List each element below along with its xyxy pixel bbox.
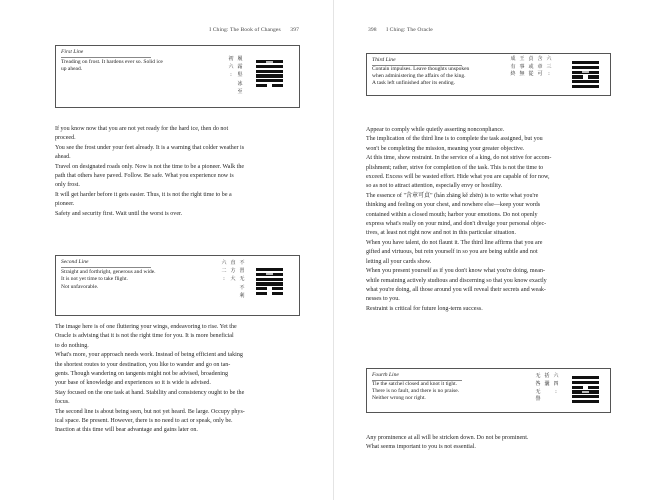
chinese-char: 無 [519, 71, 525, 78]
text-line: Safety and security first. Wait until the worst is over. [55, 210, 183, 217]
hexagram-line [572, 80, 599, 83]
chinese-char [230, 284, 236, 292]
chinese-column [519, 56, 525, 79]
hexagram-line [256, 278, 283, 281]
chinese-char: 章 [537, 63, 543, 70]
chinese-char [544, 389, 550, 397]
text-line: letting all your cards show. [366, 258, 432, 265]
text-line: focus. [55, 399, 70, 406]
chinese-char: 不 [239, 284, 245, 291]
chinese-char: 利 [239, 292, 245, 299]
chinese-char: 直 [230, 260, 236, 266]
chinese-char: 不 [239, 260, 245, 266]
text-line: gifted and virtuous, but rein yourself in so you are being subtle and not [366, 249, 538, 256]
hexagram-line [256, 287, 283, 290]
chinese-column [510, 56, 516, 79]
chinese-char: 二 [221, 268, 227, 275]
left-page [0, 0, 333, 500]
chinese-char: 譽 [535, 396, 541, 403]
hexagram-line [256, 292, 283, 295]
hexagram-line [572, 381, 599, 384]
text-line: When you have talent, do not flaunt it. The third line affirms that you are [366, 239, 543, 246]
text-line: Any prominence at all will be stricken down. Do not be prominent. [366, 435, 529, 441]
box-title: Second Line [61, 259, 89, 265]
chinese-char: 有 [510, 63, 516, 70]
hexagram-line [572, 390, 599, 393]
text-line: Stay focused on the one task at hand. Stability and consistency ought to be the [55, 389, 245, 396]
box-text-line: Not unfavorable. [61, 283, 99, 290]
text-line: tives, at least not right now and not in this particular situation. [366, 230, 516, 237]
chinese-char: 至 [237, 88, 243, 95]
text-line: ical space. Be present. However, there is no need to act or speak, only be. [55, 418, 233, 425]
moving-line-marker [582, 391, 589, 393]
text-line: to do nothing. [55, 342, 89, 349]
hexagram-line [572, 376, 599, 379]
chinese-column [553, 373, 559, 404]
text-line: nesses to you. [366, 296, 400, 303]
chinese-column [237, 55, 243, 96]
chinese-char: : [548, 71, 550, 78]
hexagram-icon [572, 61, 599, 90]
box-text-line: Straight and forthright, generous and wide. [61, 269, 156, 275]
chinese-char: 四 [553, 380, 559, 387]
chinese-column [239, 259, 245, 300]
text-line: The essence of "含章可貞" (hán zhāng kě zhēn) is to write what you're [366, 192, 539, 199]
text-line: Travel on designated roads only. Now is not the time to be a pioneer. Walk the [55, 163, 245, 170]
text-line: Appear to comply while quietly asserting nonconpliance. [366, 127, 505, 133]
hexagram-line [256, 65, 283, 68]
hexagram-line [256, 268, 283, 271]
box-text-line: Contain impulses. Leave thoughts unspoken [372, 66, 470, 72]
text-line: ahead. [55, 154, 71, 161]
hexagram-line [572, 85, 599, 88]
text-line: At this time, show restraint. In the service of a king, do not strive for accom- [366, 155, 552, 162]
chinese-char: 三 [546, 63, 552, 70]
chinese-char: 囊 [544, 380, 550, 387]
hexagram-line [256, 79, 283, 82]
first-line-commentary [55, 125, 244, 219]
right-page [334, 0, 667, 500]
chinese-char: 成 [510, 56, 516, 62]
box-text-line: It is not yet time to take flight. [61, 276, 128, 283]
text-line: The image here is of one fluttering your wings, endeavoring to rise. Yet the [55, 324, 237, 330]
chinese-char: 從 [528, 71, 534, 78]
chinese-char: : [223, 276, 225, 283]
chinese-char: 无 [239, 276, 245, 283]
box-text [372, 381, 502, 402]
box-title: Third Line [372, 57, 396, 63]
text-line: The implication of the third line is to complete the task assigned, but you [366, 136, 543, 143]
text-line: what you're doing, all those around you will reveal their secrets and weak- [366, 286, 546, 293]
chinese-text [535, 373, 559, 404]
fourth-line-box [366, 368, 611, 413]
chinese-char: 含 [537, 56, 543, 62]
text-line: You see the frost under your feet already. It is a warning that colder weather is [55, 144, 245, 151]
text-line: express what's really on your mind, and don't divulge your personal objec- [366, 221, 547, 228]
box-text-line: Neither wrong nor right. [372, 395, 426, 401]
chinese-char: : [230, 72, 232, 79]
hexagram-line [572, 400, 599, 403]
hexagram-line [572, 66, 599, 69]
hexagram-line [256, 282, 283, 285]
right-page-number: 398 [368, 27, 377, 33]
fourth-line-commentary [366, 434, 528, 453]
text-line: proceed. [55, 135, 76, 142]
box-text-line: Tie the satchel closed and knot it tight. [372, 381, 458, 387]
hexagram-icon [256, 60, 283, 89]
hexagram-line [256, 273, 283, 276]
box-text-line: There is no fault, and there is no praise. [372, 388, 460, 394]
box-text [61, 269, 191, 291]
chinese-char: 堅 [237, 72, 243, 79]
text-line: Inaction at this time will bear advantage and gains later on. [55, 427, 198, 434]
chinese-char: : [555, 388, 557, 395]
chinese-text [221, 259, 245, 300]
text-line: your base of knowledge and experiences so it is wide is advised. [55, 380, 211, 387]
right-running-header [368, 27, 433, 33]
moving-line-marker [266, 273, 273, 275]
text-line: only frost. [55, 182, 80, 189]
hexagram-line [256, 60, 283, 63]
chinese-char: 六 [553, 373, 559, 379]
left-running-header [209, 27, 299, 33]
chinese-char: 六 [221, 260, 227, 266]
box-title: Fourth Line [372, 372, 399, 378]
chinese-char: 冰 [237, 80, 243, 87]
chinese-char: 括 [544, 373, 550, 379]
text-line: The second line is about being seen, but not yet heard. Be large. Occupy phys- [55, 408, 245, 415]
text-line: It will get harder before it gets easier. Thus, it is not the right time to be a [55, 191, 232, 198]
chinese-char: 終 [510, 71, 516, 78]
chinese-column [230, 259, 236, 300]
chinese-char: 初 [228, 56, 234, 62]
text-line: won't be completing the mission, meaning your greater objective. [366, 145, 525, 152]
text-line: thinking and feeling on your chest, and nowhere else—keep your words [366, 202, 541, 209]
chinese-char: 習 [239, 268, 245, 275]
chinese-column [544, 373, 550, 404]
moving-line-marker [582, 71, 589, 73]
text-line: When you present yourself as if you don't know what you're doing, mean- [366, 268, 546, 275]
chinese-char: 六 [546, 56, 552, 62]
text-line: What's more, your approach needs work. Instead of being efficient and taking [55, 352, 243, 359]
chinese-column [228, 55, 234, 96]
hexagram-line [256, 74, 283, 77]
left-page-number: 397 [290, 27, 299, 33]
third-line-box [366, 53, 611, 96]
chinese-char: 霜 [237, 64, 243, 71]
chinese-char: 大 [230, 276, 236, 283]
third-line-commentary [366, 126, 551, 314]
text-line: Restraint is critical for future long-term success. [366, 305, 483, 312]
text-line: pioneer. [55, 201, 75, 208]
chinese-char: 事 [519, 63, 525, 70]
chinese-text [510, 56, 552, 79]
text-line: If you know now that you are not yet ready for the hard ice, then do not [55, 126, 229, 132]
chinese-char: 无 [535, 373, 541, 379]
box-text-line: A task left unfinished after its ending. [372, 80, 455, 86]
second-line-commentary [55, 323, 245, 436]
box-text-line: Treading on frost. It hardens ever so. Solid ice [61, 59, 163, 65]
text-line: so as not to attract attention, especially envy or hostility. [366, 183, 503, 190]
chinese-char: 王 [519, 56, 525, 62]
hexagram-line [572, 395, 599, 398]
text-line: path that others have paved. Follow. Be safe. What you experience now is [55, 173, 234, 180]
hexagram-line [256, 70, 283, 73]
left-header-title: I Ching: The Book of Changes [209, 27, 281, 33]
text-line: What seems important to you is not essential. [366, 444, 476, 451]
hexagram-icon [572, 376, 599, 405]
second-line-box [55, 255, 300, 316]
box-text [61, 59, 191, 74]
chinese-column [528, 56, 534, 79]
chinese-char: 可 [537, 71, 543, 78]
first-line-box [55, 45, 300, 108]
chinese-char: 履 [237, 56, 243, 62]
chinese-char: 方 [230, 268, 236, 275]
hexagram-line [256, 84, 283, 87]
chinese-column [537, 56, 543, 79]
hexagram-line [572, 61, 599, 64]
hexagram-line [572, 386, 599, 389]
text-line: the shortest routes to your destination, you like to wander and go on tan- [55, 361, 231, 368]
text-line: exceed. Excess will be wasted effort. Hide what you are capable of for now, [366, 174, 550, 181]
chinese-char: 貞 [528, 56, 534, 62]
box-text-line: when administering the affairs of the king. [372, 73, 466, 79]
text-line: gents. Though wandering on tangents might not be advised, broadening [55, 371, 229, 378]
moving-line-marker [266, 61, 273, 63]
hexagram-icon [256, 268, 283, 297]
chinese-text [228, 55, 243, 96]
box-title: First Line [61, 49, 84, 55]
text-line: contained within a closed mouth; harbor your emotions. Do not openly [366, 211, 538, 218]
chinese-char: 六 [228, 64, 234, 71]
box-text-line: up ahead. [61, 66, 83, 73]
text-line: while remaining actively studious and discerning so that you know exactly [366, 277, 547, 284]
chinese-column [546, 56, 552, 79]
box-text [372, 66, 502, 87]
text-line: plishment; rather, strive for completion of the task. This is not the time to [366, 164, 544, 171]
hexagram-line [572, 75, 599, 78]
hexagram-line [572, 71, 599, 74]
chinese-char: 或 [528, 63, 534, 70]
right-header-title: I Ching: The Oracle [386, 27, 433, 33]
chinese-column [535, 373, 541, 404]
chinese-column [221, 259, 227, 300]
chinese-char: 无 [535, 388, 541, 395]
chinese-char: 咎 [535, 380, 541, 387]
text-line: Oracle is advising that it is not the right time for you. It is more beneficial [55, 333, 234, 340]
